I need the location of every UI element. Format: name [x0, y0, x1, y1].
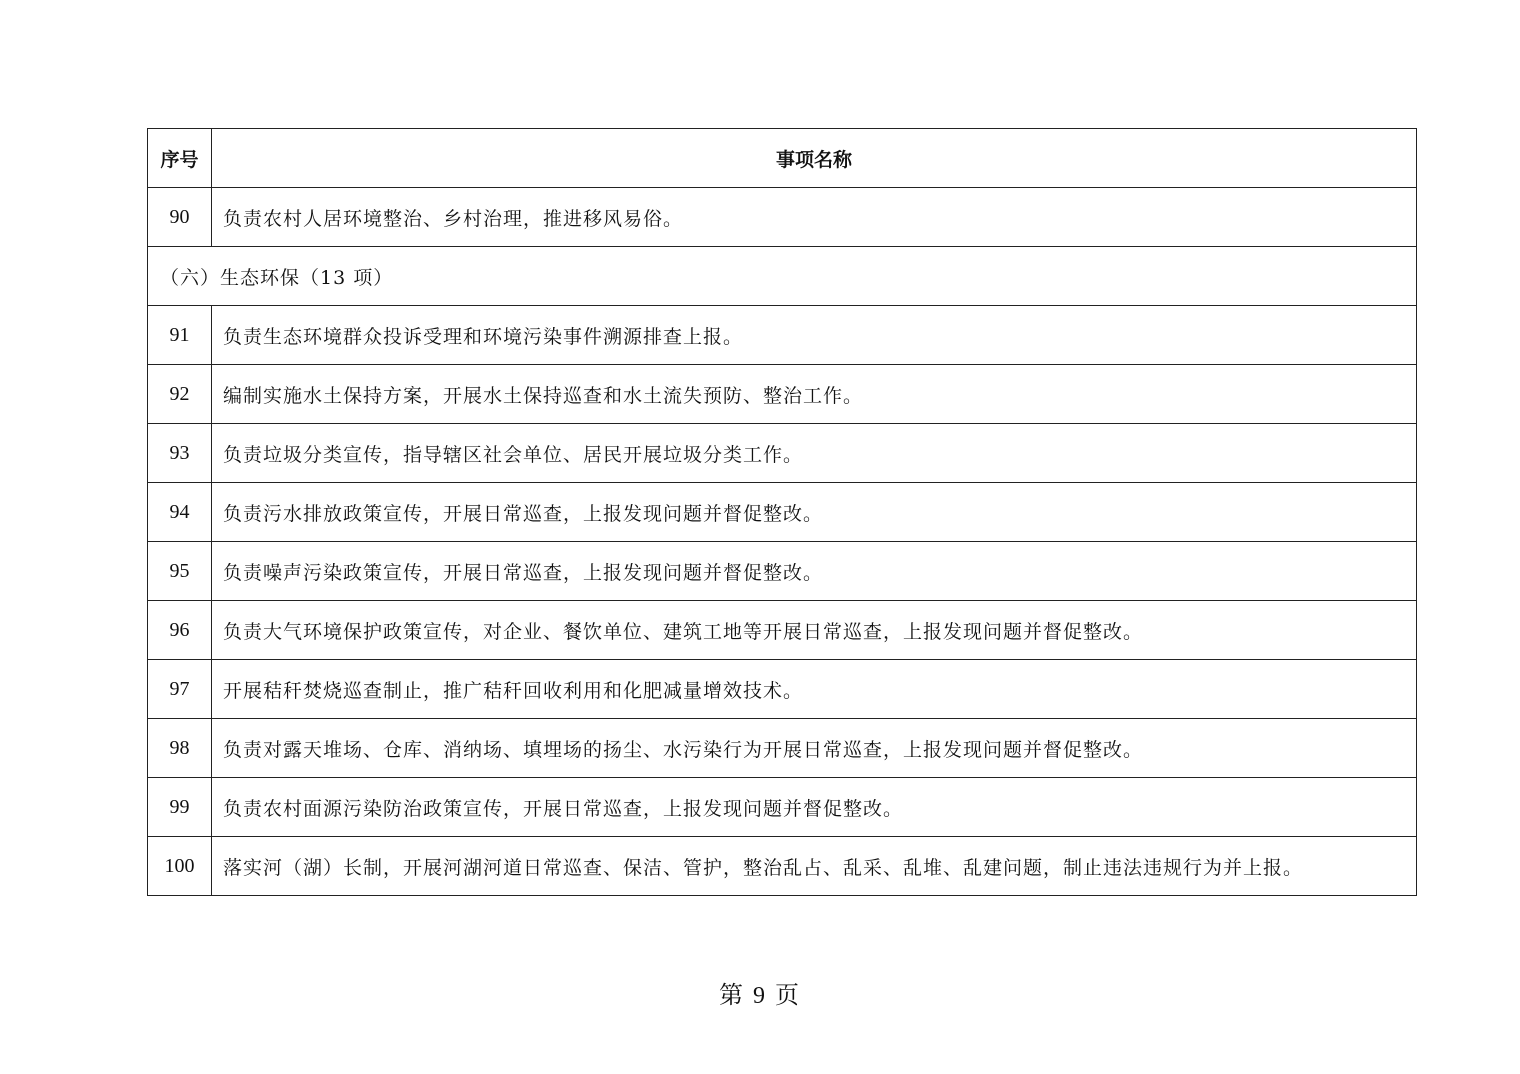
row-text: 负责对露天堆场、仓库、消纳场、填埋场的扬尘、水污染行为开展日常巡查，上报发现问题并督促整改。	[212, 719, 1417, 778]
row-number: 100	[148, 837, 212, 896]
table-row	[148, 601, 1417, 660]
header-serial-number: 序号	[148, 129, 212, 188]
table-row	[148, 424, 1417, 483]
table-row	[148, 542, 1417, 601]
row-number: 99	[148, 778, 212, 837]
table-row	[148, 483, 1417, 542]
row-number: 96	[148, 601, 212, 660]
row-text: 负责垃圾分类宣传，指导辖区社会单位、居民开展垃圾分类工作。	[212, 424, 1417, 483]
row-text: 负责污水排放政策宣传，开展日常巡查，上报发现问题并督促整改。	[212, 483, 1417, 542]
row-text: 落实河（湖）长制，开展河湖河道日常巡查、保洁、管护，整治乱占、乱采、乱堆、乱建问题，制止违法违规行为并上报。	[212, 837, 1417, 896]
matters-table	[147, 128, 1417, 896]
row-text: 负责农村人居环境整治、乡村治理，推进移风易俗。	[212, 188, 1417, 247]
row-text: 开展秸秆焚烧巡查制止，推广秸秆回收利用和化肥减量增效技术。	[212, 660, 1417, 719]
row-number: 91	[148, 306, 212, 365]
table-row	[148, 660, 1417, 719]
section-title: （六）生态环保（13 项）	[148, 247, 1417, 306]
table-row	[148, 188, 1417, 247]
table-row	[148, 719, 1417, 778]
section-row	[148, 247, 1417, 306]
row-number: 90	[148, 188, 212, 247]
row-number: 97	[148, 660, 212, 719]
table-row	[148, 365, 1417, 424]
row-text: 负责生态环境群众投诉受理和环境污染事件溯源排查上报。	[212, 306, 1417, 365]
row-text: 负责噪声污染政策宣传，开展日常巡查，上报发现问题并督促整改。	[212, 542, 1417, 601]
table-row	[148, 778, 1417, 837]
row-number: 94	[148, 483, 212, 542]
matters-table-container	[147, 128, 1416, 896]
row-number: 92	[148, 365, 212, 424]
header-item-name: 事项名称	[212, 129, 1417, 188]
row-text: 负责大气环境保护政策宣传，对企业、餐饮单位、建筑工地等开展日常巡查，上报发现问题并督促整改。	[212, 601, 1417, 660]
row-number: 93	[148, 424, 212, 483]
table-header-row	[148, 129, 1417, 188]
row-number: 98	[148, 719, 212, 778]
row-text: 编制实施水土保持方案，开展水土保持巡查和水土流失预防、整治工作。	[212, 365, 1417, 424]
table-row	[148, 306, 1417, 365]
row-text: 负责农村面源污染防治政策宣传，开展日常巡查，上报发现问题并督促整改。	[212, 778, 1417, 837]
table-row	[148, 837, 1417, 896]
row-number: 95	[148, 542, 212, 601]
page-number: 第 9 页	[719, 983, 801, 1009]
